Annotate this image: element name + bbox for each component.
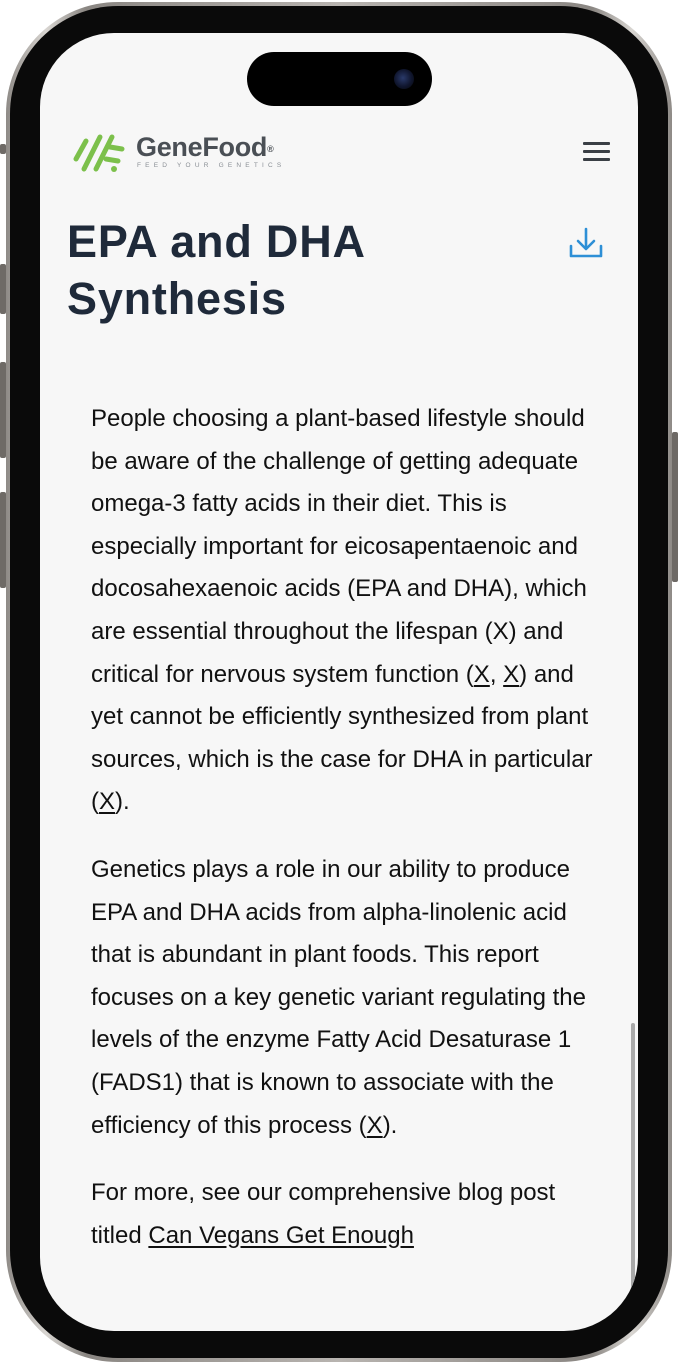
blog-post-link[interactable]: Can Vegans Get Enough bbox=[148, 1221, 414, 1249]
dynamic-island bbox=[247, 52, 432, 106]
page-title: EPA and DHA Synthesis bbox=[67, 216, 366, 324]
citation-link[interactable]: X bbox=[503, 660, 520, 688]
paragraph-intro: People choosing a plant-based lifestyle should be aware of the challenge of getting adequate omega-3 fatty acids in their diet. This is especially important for eicosapentaenoic and docosahexaenoic acids (EPA and DHA), which are essential throughout the lifespan (X) and critical for nervous system function (X, X) and yet cannot be efficiently synthesized from plant sources, which is the case for DHA in particular (X). bbox=[91, 405, 593, 816]
citation-link[interactable]: X bbox=[99, 788, 116, 816]
brand-name: GeneFood® bbox=[136, 132, 274, 162]
side-button bbox=[0, 144, 6, 154]
camera-icon bbox=[394, 69, 414, 89]
logo[interactable] bbox=[72, 129, 285, 173]
download-icon[interactable] bbox=[566, 223, 606, 263]
logo-text bbox=[136, 133, 285, 169]
side-button bbox=[0, 264, 6, 314]
citation-link[interactable]: X bbox=[473, 660, 490, 688]
power-button bbox=[672, 432, 678, 582]
article-body bbox=[91, 398, 601, 1282]
brand-tagline: FEED YOUR GENETICS bbox=[137, 162, 286, 169]
scrollbar[interactable] bbox=[631, 1023, 635, 1308]
paragraph-more: For more, see our comprehensive blog post titled Can Vegans Get Enough bbox=[91, 1179, 556, 1249]
citation-link[interactable]: X bbox=[366, 1111, 383, 1139]
screen bbox=[40, 33, 638, 1331]
volume-up-button bbox=[0, 362, 6, 458]
genefood-logo-icon bbox=[72, 129, 128, 173]
hamburger-menu-icon[interactable] bbox=[578, 135, 614, 167]
site-header bbox=[40, 113, 638, 203]
volume-down-button bbox=[0, 492, 6, 588]
paragraph-genetics: Genetics plays a role in our ability to produce EPA and DHA acids from alpha-linolenic acid that is abundant in plant foods. This report focuses on a key genetic variant regulating the levels of the enzyme Fatty Acid Desaturase 1 (FADS1) that is known to associate with the efficiency of this process (X). bbox=[91, 855, 586, 1139]
